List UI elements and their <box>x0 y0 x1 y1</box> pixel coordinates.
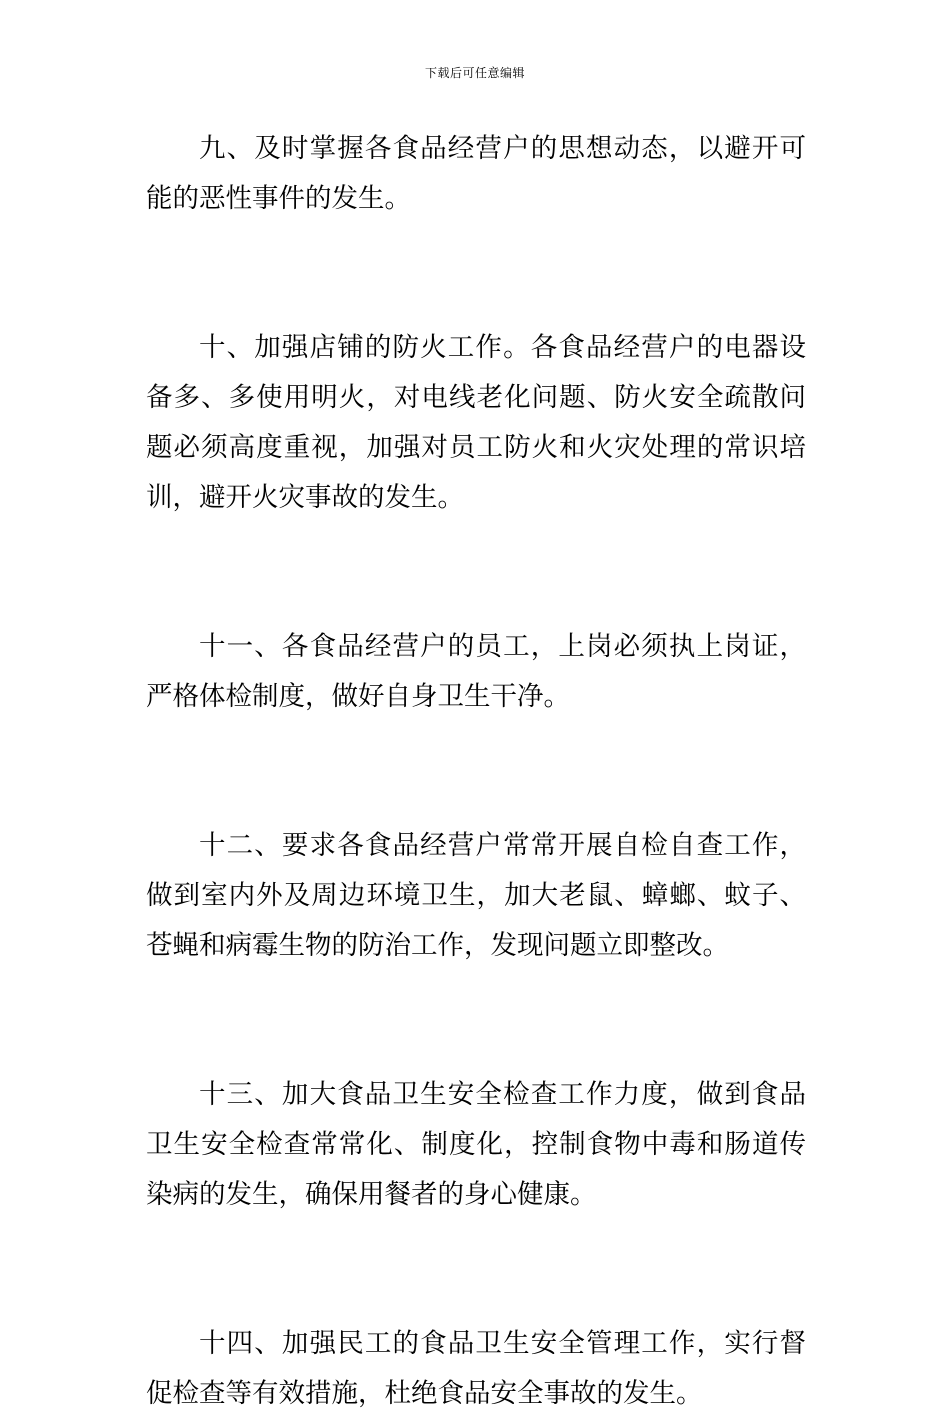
paragraph-item-13: 十三、加大食品卫生安全检查工作力度，做到食品卫生安全检查常常化、制度化，控制食物中毒和肠道传染病的发生，确保用餐者的身心健康。 <box>146 1079 806 1210</box>
paragraph-item-14: 十四、加强民工的食品卫生安全管理工作，实行督促检查等有效措施，杜绝食品安全事故的发生。 <box>146 1328 806 1409</box>
paragraph-item-10: 十、加强店铺的防火工作。各食品经营户的电器设备多、多使用明火，对电线老化问题、防火安全疏散问题必须高度重视，加强对员工防火和火灾处理的常识培训，避开火灾事故的发生。 <box>146 332 806 513</box>
paragraph-item-12: 十二、要求各食品经营户常常开展自检自查工作，做到室内外及周边环境卫生，加大老鼠、蟑螂、蚊子、苍蝇和病霉生物的防治工作，发现问题立即整改。 <box>146 830 806 961</box>
document-body <box>146 124 806 1419</box>
page-header-note: 下载后可任意编辑 <box>424 66 525 80</box>
paragraph-item-11: 十一、各食品经营户的员工，上岗必须执上岗证，严格体检制度，做好自身卫生干净。 <box>146 631 806 712</box>
paragraph-item-9: 九、及时掌握各食品经营户的思想动态，以避开可能的恶性事件的发生。 <box>146 133 806 214</box>
